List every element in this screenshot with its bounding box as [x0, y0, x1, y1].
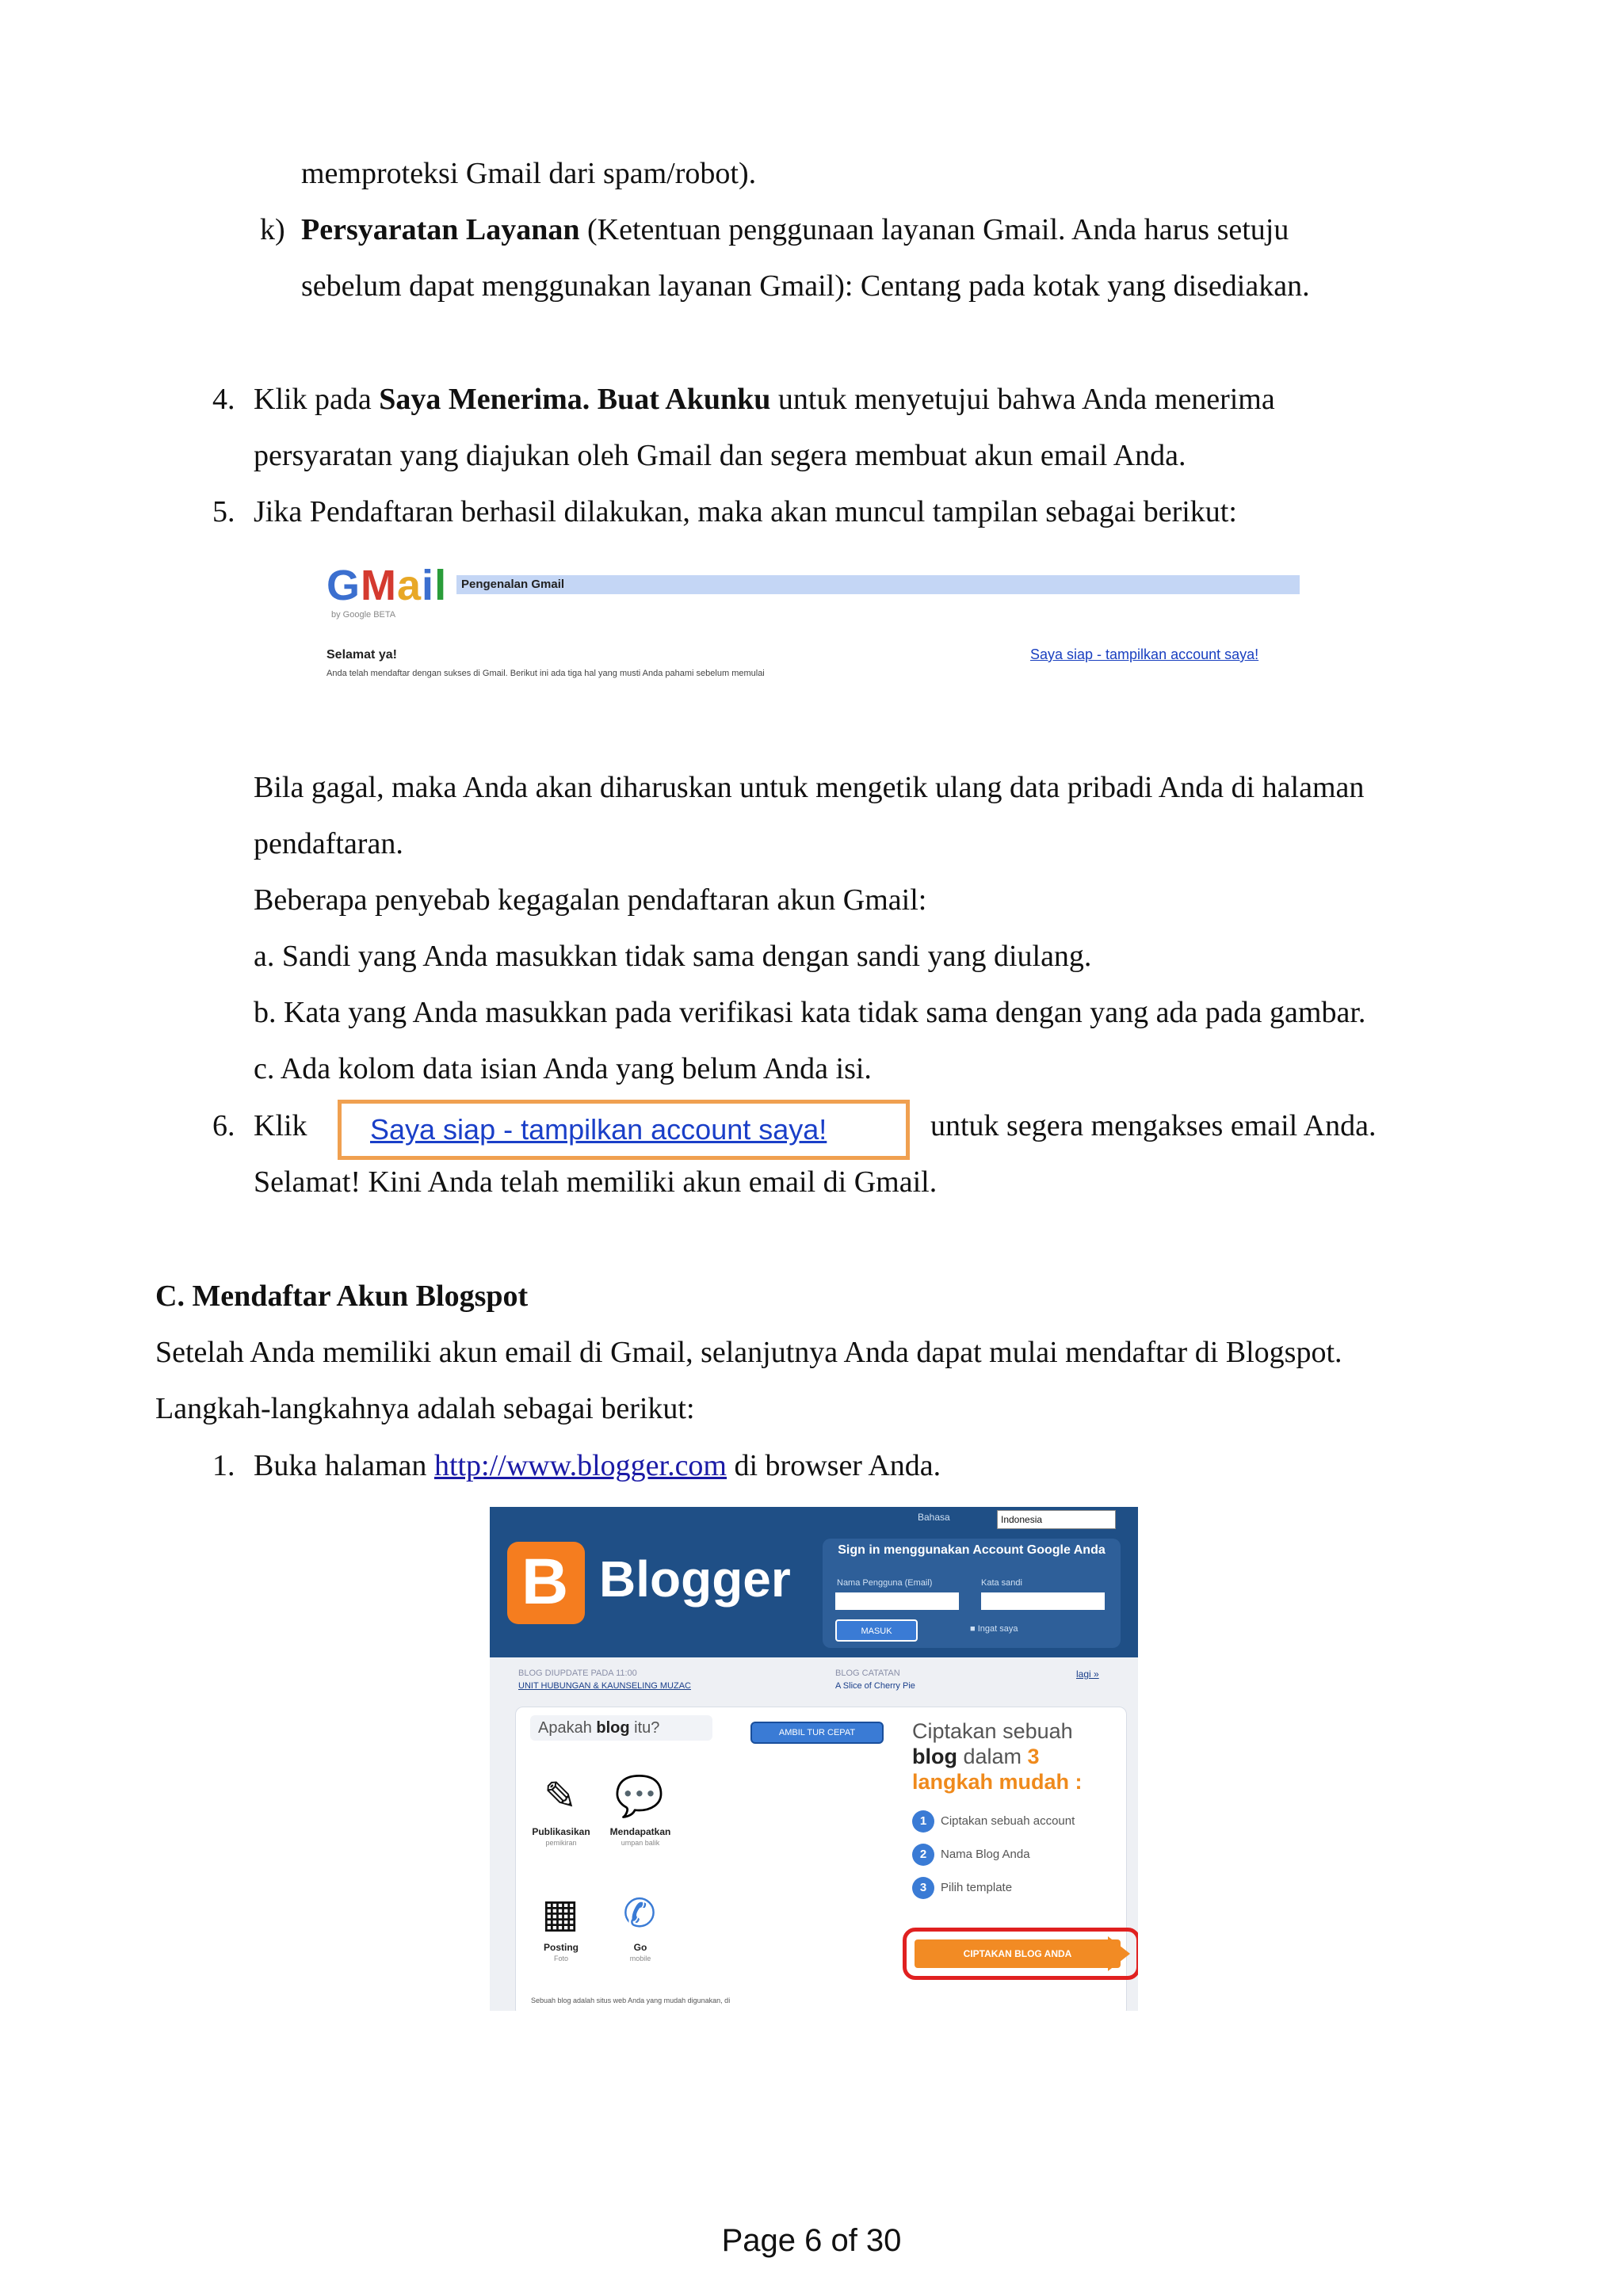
item-k-line2: sebelum dapat menggunakan layanan Gmail): Centang pada kotak yang disediakan. — [301, 269, 1310, 303]
blogger-url-link[interactable]: http://www.blogger.com — [433, 1449, 727, 1482]
blog-notes-label: BLOG CATATAN — [835, 1669, 900, 1678]
step-4-line2: persyaratan yang diajukan oleh Gmail dan segera membuat akun email Anda. — [254, 439, 1186, 472]
gmail-title-bar — [456, 575, 1300, 594]
create-step-1: 1 Ciptakan sebuah account — [912, 1810, 1075, 1833]
fail-line-1: Bila gagal, maka Anda akan diharuskan untuk mengetik ulang data pribadi Anda di halaman — [254, 771, 1365, 804]
blogger-main-panel — [515, 1707, 1127, 2011]
arrow-right-icon — [1108, 1936, 1130, 1971]
step-c1-post: di browser Anda. — [727, 1449, 941, 1482]
password-input[interactable] — [981, 1592, 1105, 1610]
fail-line-2: pendaftaran. — [254, 827, 403, 860]
gmail-description: Anda telah mendaftar dengan sukses di Gmail. Berikut ini ada tiga hal yang musti Anda pahami sebelum memulai — [327, 669, 765, 678]
item-k-line1 — [301, 211, 1289, 249]
password-label: Kata sandi — [981, 1578, 1022, 1588]
create-blog-button-highlight[interactable] — [903, 1928, 1138, 1980]
item-k-bold: Persyaratan Layanan — [301, 213, 580, 246]
item-k-text: (Ketentuan penggunaan layanan Gmail. Anda harus setuju — [579, 213, 1289, 246]
quick-tour-button[interactable]: AMBIL TUR CEPAT — [750, 1722, 884, 1744]
more-link[interactable]: lagi » — [1076, 1669, 1099, 1680]
gmail-logo-sub: by Google BETA — [331, 610, 396, 620]
blogger-homepage-screenshot — [490, 1507, 1138, 2011]
create-blog-button[interactable]: CIPTAKAN BLOG ANDA — [915, 1939, 1121, 1968]
feature-feedback-sub: umpan balik — [621, 1839, 660, 1847]
create-step-2: 2 Nama Blog Anda — [912, 1844, 1030, 1866]
signin-panel — [823, 1539, 1121, 1648]
step-6-post: untuk segera mengakses email Anda. — [930, 1109, 1377, 1142]
blog-updates-label: BLOG DIUPDATE PADA 11:00 — [518, 1669, 637, 1678]
step-6-number: 6. — [212, 1109, 235, 1142]
section-c-intro-1: Setelah Anda memiliki akun email di Gmail, selanjutnya Anda dapat mulai mendaftar di Blogspot. — [155, 1336, 1342, 1369]
what-is-blog-heading: Apakah blog itu? — [530, 1715, 712, 1741]
feature-photo-label: Posting — [544, 1942, 579, 1953]
blogger-logo-icon: B — [507, 1542, 585, 1624]
feature-photo-sub: Foto — [553, 1955, 568, 1962]
item-k-marker: k) — [260, 213, 285, 246]
blogger-header — [490, 1507, 1138, 1657]
feature-publish-label: Publikasikan — [532, 1826, 590, 1837]
username-label: Nama Pengguna (Email) — [837, 1578, 933, 1588]
create-step-3: 3 Pilih template — [912, 1877, 1012, 1899]
page-number: Page 6 of 30 — [721, 2223, 902, 2258]
cause-a: a. Sandi yang Anda masukkan tidak sama dengan sandi yang diulang. — [254, 940, 1092, 973]
photo-icon: ▦ — [541, 1891, 579, 1936]
mobile-icon: ✆ — [623, 1891, 656, 1936]
section-c-intro-2: Langkah-langkahnya adalah sebagai berikut: — [155, 1392, 695, 1425]
step-5-number: 5. — [212, 495, 235, 528]
step-6-pre: Klik — [254, 1109, 307, 1142]
step-5-text: Jika Pendaftaran berhasil dilakukan, maka akan muncul tampilan sebagai berikut: — [254, 495, 1237, 528]
blog-notes-link[interactable]: A Slice of Cherry Pie — [835, 1681, 915, 1691]
publish-icon: ✎ — [544, 1774, 577, 1818]
feature-mobile-sub: mobile — [629, 1955, 651, 1962]
step-4-line1 — [254, 380, 1275, 418]
blog-updates-link[interactable]: UNIT HUBUNGAN & KAUNSELING MUZAC — [518, 1681, 691, 1691]
step-4-number: 4. — [212, 383, 235, 416]
step-4-post: untuk menyetujui bahwa Anda menerima — [770, 383, 1275, 416]
blogger-footer-text: Sebuah blog adalah situs web Anda yang mudah digunakan, di — [531, 1997, 731, 2004]
feature-mobile-label: Go — [633, 1942, 647, 1953]
remember-me-checkbox[interactable]: ■ Ingat saya — [970, 1624, 1018, 1634]
gmail-congrats: Selamat ya! — [327, 648, 397, 662]
step-c1-text — [254, 1447, 941, 1485]
gmail-welcome-screenshot — [317, 555, 1316, 697]
gmail-bar-title: Pengenalan Gmail — [461, 578, 565, 591]
feature-feedback-label: Mendapatkan — [609, 1826, 671, 1837]
show-account-button-label[interactable]: Saya siap - tampilkan account saya! — [370, 1113, 827, 1146]
causes-intro: Beberapa penyebab kegagalan pendaftaran akun Gmail: — [254, 883, 927, 917]
show-account-button-highlight[interactable] — [338, 1100, 910, 1160]
step-4-bold: Saya Menerima. Buat Akunku — [379, 383, 771, 416]
feedback-icon: 💬 — [614, 1774, 665, 1818]
cause-c: c. Ada kolom data isian Anda yang belum Anda isi. — [254, 1052, 872, 1085]
gmail-logo: GMail — [327, 562, 448, 609]
step-c1-number: 1. — [212, 1449, 235, 1482]
signin-title: Sign in menggunakan Account Google Anda — [838, 1543, 1106, 1557]
step-c1-pre: Buka halaman — [254, 1449, 434, 1482]
section-c-title: C. Mendaftar Akun Blogspot — [155, 1280, 529, 1313]
item-k-continuation: memproteksi Gmail dari spam/robot). — [301, 157, 757, 190]
login-button[interactable]: MASUK — [835, 1619, 918, 1642]
step-6-line2: Selamat! Kini Anda telah memiliki akun email di Gmail. — [254, 1165, 938, 1199]
feature-publish-sub: pemikiran — [545, 1839, 577, 1847]
blogger-wordmark: Blogger — [599, 1550, 791, 1608]
gmail-show-account-link[interactable]: Saya siap - tampilkan account saya! — [1030, 646, 1259, 662]
username-input[interactable] — [835, 1592, 959, 1610]
cause-b: b. Kata yang Anda masukkan pada verifikasi kata tidak sama dengan yang ada pada gambar. — [254, 996, 1366, 1029]
step-4-pre: Klik pada — [254, 383, 380, 416]
language-label: Bahasa — [918, 1512, 950, 1523]
language-select[interactable]: Indonesia — [997, 1510, 1116, 1529]
create-blog-heading: Ciptakan sebuah blog dalam 3 langkah mudah : — [912, 1719, 1083, 1794]
